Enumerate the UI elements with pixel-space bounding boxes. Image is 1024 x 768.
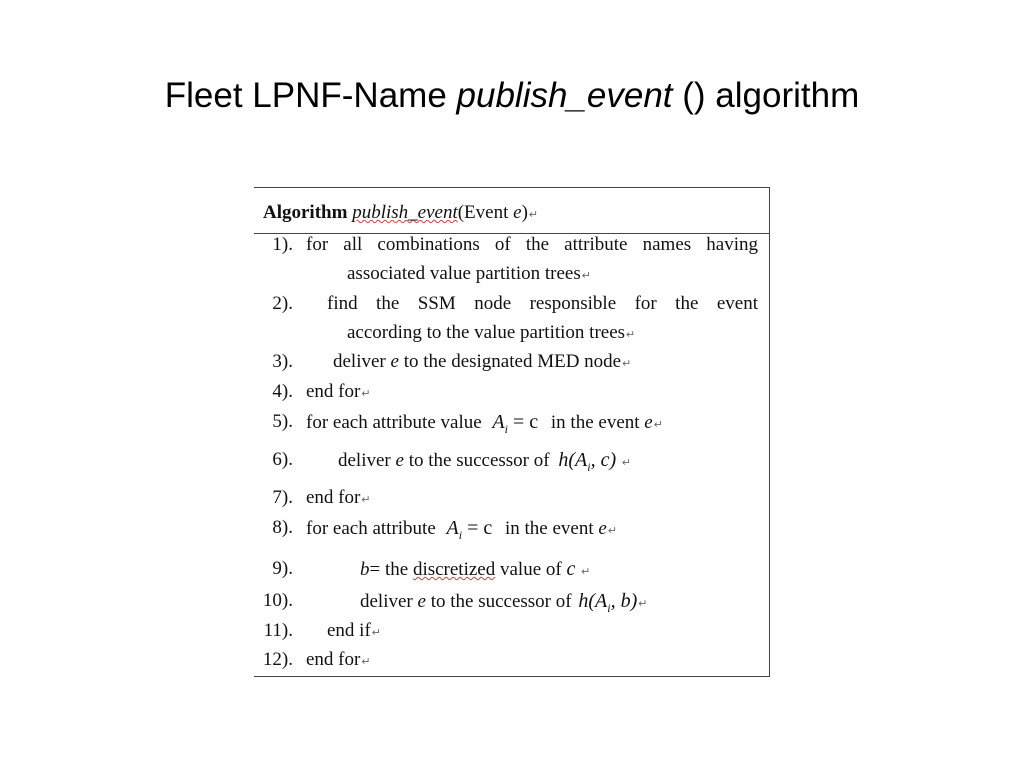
line-text: deliver (338, 450, 396, 471)
param-var: e (513, 202, 522, 223)
paragraph-mark: ↵ (653, 419, 663, 431)
line-number: 4). (272, 381, 293, 402)
var-b: b (360, 559, 370, 580)
math-h-ai-c: $h(A_i$, c) (558, 449, 617, 474)
paragraph-mark: ↵ (581, 566, 591, 578)
algo-line-3 (254, 351, 769, 379)
algo-line-8 (254, 517, 769, 549)
algo-line-10 (254, 590, 769, 622)
paragraph-mark: ↵ (528, 209, 539, 221)
line-text: find the SSM node responsible for the event (327, 293, 758, 314)
line-number: 1). (272, 234, 293, 255)
line-number: 6). (272, 449, 293, 470)
algo-line-2 (254, 293, 769, 321)
line-text: end for (306, 487, 361, 508)
paragraph-mark: ↵ (581, 270, 591, 282)
line-number: 2). (272, 293, 293, 314)
line-text: in the event (504, 518, 599, 539)
line-text: value of (495, 559, 562, 580)
title-suffix: () algorithm (672, 76, 860, 115)
line-text: to the successor of (425, 591, 572, 612)
algorithm-header (254, 188, 769, 234)
line-number: 5). (272, 411, 293, 432)
line-text: end for (306, 649, 361, 670)
line-text: in the event (550, 412, 645, 433)
paragraph-mark: ↵ (361, 388, 371, 400)
line-number: 12). (262, 649, 293, 670)
line-text: for each attribute (306, 518, 436, 539)
line-number: 7). (272, 487, 293, 508)
algo-line-7 (254, 487, 769, 515)
paragraph-mark: ↵ (361, 494, 371, 506)
var-e: e (390, 351, 399, 372)
algorithm-box (254, 187, 770, 677)
paragraph-mark: ↵ (626, 329, 636, 341)
algo-line-12 (254, 649, 769, 677)
algo-line-4 (254, 381, 769, 409)
line-text-misspelled: discretized (412, 559, 496, 580)
param-open: (Event (457, 202, 514, 223)
line-text: associated value partition trees (347, 263, 581, 284)
line-text: end if (327, 620, 371, 641)
line-text: deliver (360, 591, 418, 612)
paragraph-mark: ↵ (361, 656, 371, 668)
paragraph-mark: ↵ (621, 457, 632, 469)
paragraph-mark: ↵ (607, 525, 618, 537)
algo-line-5 (254, 411, 769, 443)
math-ai-eq-c: $A_i = c$ (446, 517, 493, 542)
line-number: 10). (262, 590, 293, 611)
paragraph-mark: ↵ (638, 598, 648, 610)
line-text: for all combinations of the attribute names having (306, 234, 758, 255)
math-h-ai-b: $h(A_i$, b) (578, 590, 638, 615)
line-text: = the (369, 559, 413, 580)
line-text: to the successor of (403, 450, 550, 471)
algo-line-11 (254, 620, 769, 648)
line-text: deliver (333, 351, 391, 372)
line-text: end for (306, 381, 361, 402)
algorithm-keyword: Algorithm (263, 202, 348, 223)
line-number: 3). (272, 351, 293, 372)
algorithm-name: publish_event (352, 202, 458, 223)
var-e: e (598, 518, 607, 539)
line-text: according to the value partition trees (347, 322, 626, 343)
line-number: 8). (272, 517, 293, 538)
paragraph-mark: ↵ (371, 627, 382, 639)
math-ai-eq-c: $A_i = c$ (492, 411, 539, 436)
algo-line-1 (254, 234, 769, 262)
param-close: ) (521, 202, 528, 223)
algo-line-9 (254, 558, 769, 586)
paragraph-mark: ↵ (622, 358, 632, 370)
slide-title (0, 72, 1024, 120)
title-function-name: publish_event (456, 76, 673, 115)
line-text: to the designated MED node (398, 351, 622, 372)
line-text: for each attribute value (306, 412, 482, 433)
line-number: 9). (272, 558, 293, 579)
algo-line-6 (254, 449, 769, 483)
title-prefix: Fleet LPNF-Name (164, 76, 457, 115)
var-e: e (395, 450, 404, 471)
algo-line-1-cont (254, 263, 769, 291)
line-number: 11). (263, 620, 293, 641)
var-e: e (644, 412, 653, 433)
var-e: e (417, 591, 426, 612)
algo-line-2-cont (254, 322, 769, 350)
math-c: c (566, 558, 576, 580)
